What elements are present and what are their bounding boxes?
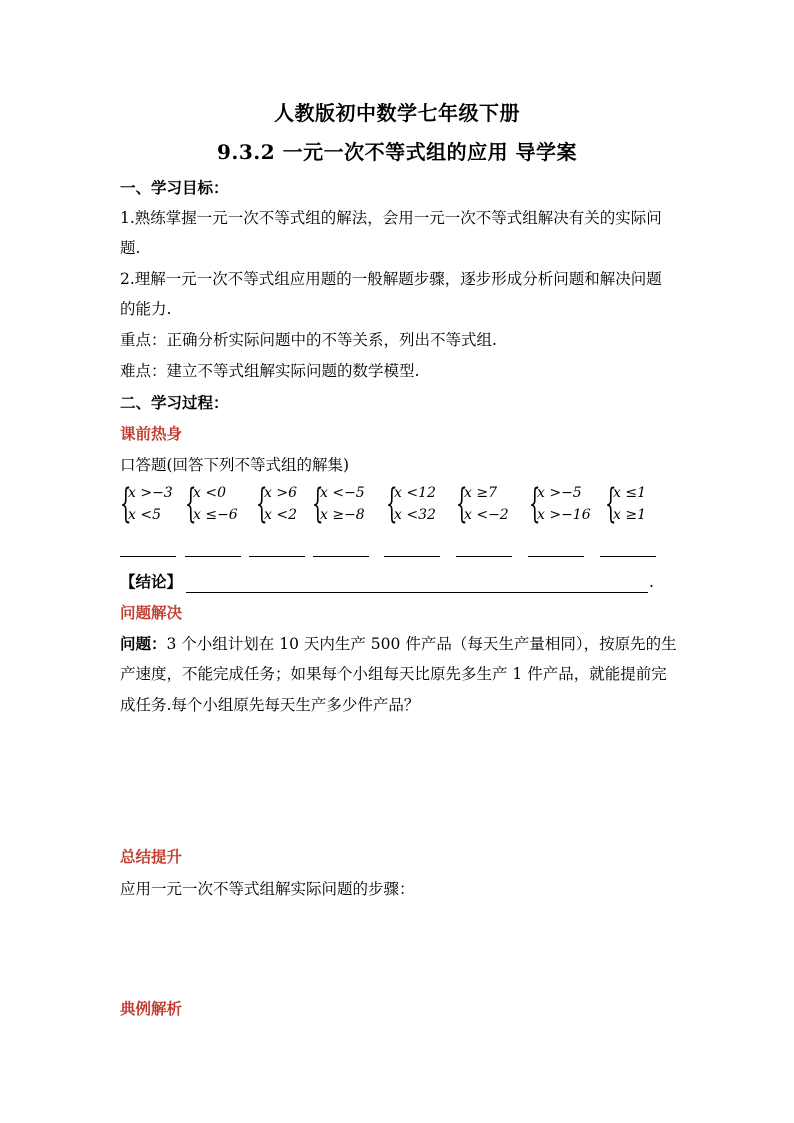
warmup-title: 课前热身: [120, 424, 183, 443]
summary-text: 应用一元一次不等式组解实际问题的步骤：: [120, 880, 415, 898]
system-4-row-1: x <−5: [320, 485, 365, 501]
answer-blank-7[interactable]: [528, 556, 584, 557]
problem-solving-title: 问题解决: [120, 603, 183, 622]
answer-blank-4[interactable]: [313, 556, 369, 557]
conclusion-blank[interactable]: [186, 592, 648, 593]
difficult-point: 难点：建立不等式组解实际问题的数学模型.: [120, 362, 420, 380]
document-title: 人教版初中数学七年级下册: [274, 101, 520, 125]
brace-icon: {: [185, 481, 197, 527]
conclusion-label: 【结论】: [120, 572, 183, 591]
goal-1-line-2: 题.: [120, 239, 141, 257]
section-learning-process-heading: 二、学习过程：: [120, 393, 229, 412]
goal-2-line-2: 的能力.: [120, 300, 172, 318]
answer-blank-1[interactable]: [120, 556, 176, 557]
goal-2-line-1: 2.理解一元一次不等式组应用题的一般解题步骤，逐步形成分析问题和解决问题: [120, 270, 662, 288]
brace-icon: {: [256, 481, 268, 527]
system-2-row-2: x ≤−6: [193, 507, 238, 523]
example-analysis-title: 典例解析: [120, 999, 183, 1018]
conclusion-period: .: [649, 573, 654, 591]
answer-blank-8[interactable]: [600, 556, 656, 557]
system-1-row-1: x >−3: [128, 485, 173, 501]
brace-icon: {: [605, 481, 617, 527]
brace-icon: {: [456, 481, 468, 527]
system-5-row-2: x <32: [394, 507, 436, 523]
summary-title: 总结提升: [120, 847, 183, 866]
oral-question-text: 口答题(回答下列不等式组的解集): [120, 456, 350, 474]
system-8-row-1: x ≤1: [613, 485, 646, 501]
system-7-row-2: x >−16: [537, 507, 591, 523]
system-6-row-1: x ≥7: [464, 485, 497, 501]
problem-line-1: [120, 634, 680, 654]
answer-blank-6[interactable]: [456, 556, 512, 557]
document-subtitle: 9.3.2 一元一次不等式组的应用 导学案: [216, 140, 578, 164]
system-6-row-2: x <−2: [464, 507, 509, 523]
problem-line-3: 成任务.每个小组原先每天生产多少件产品？: [120, 696, 420, 714]
problem-line-2: 产速度，不能完成任务；如果每个小组每天比原先多生产 1 件产品，就能提前完: [120, 665, 667, 683]
problem-text-1: 3 个小组计划在 10 天内生产 500 件产品（每天生产量相同），按原先的生: [166, 635, 677, 653]
key-point: 重点：正确分析实际问题中的不等关系，列出不等式组.: [120, 331, 497, 349]
section-learning-goals-heading: 一、学习目标：: [120, 178, 229, 197]
system-7-row-1: x >−5: [537, 485, 582, 501]
answer-blank-3[interactable]: [249, 556, 305, 557]
brace-icon: {: [386, 481, 398, 527]
system-3-row-2: x <2: [264, 507, 297, 523]
system-2-row-1: x <0: [193, 485, 226, 501]
system-5-row-1: x <12: [394, 485, 436, 501]
system-8-row-2: x ≥1: [613, 507, 646, 523]
brace-icon: {: [529, 481, 541, 527]
oral-question-prompt: [120, 455, 680, 475]
brace-icon: {: [120, 481, 132, 527]
brace-icon: {: [312, 481, 324, 527]
system-4-row-2: x ≥−8: [320, 507, 365, 523]
system-3-row-1: x >6: [264, 485, 297, 501]
answer-blank-2[interactable]: [185, 556, 241, 557]
goal-1-line-1: 1.熟练掌握一元一次不等式组的解法，会用一元一次不等式组解决有关的实际问: [120, 209, 662, 227]
problem-label: 问题：: [120, 634, 167, 653]
answer-blank-5[interactable]: [384, 556, 440, 557]
system-1-row-2: x <5: [128, 507, 161, 523]
